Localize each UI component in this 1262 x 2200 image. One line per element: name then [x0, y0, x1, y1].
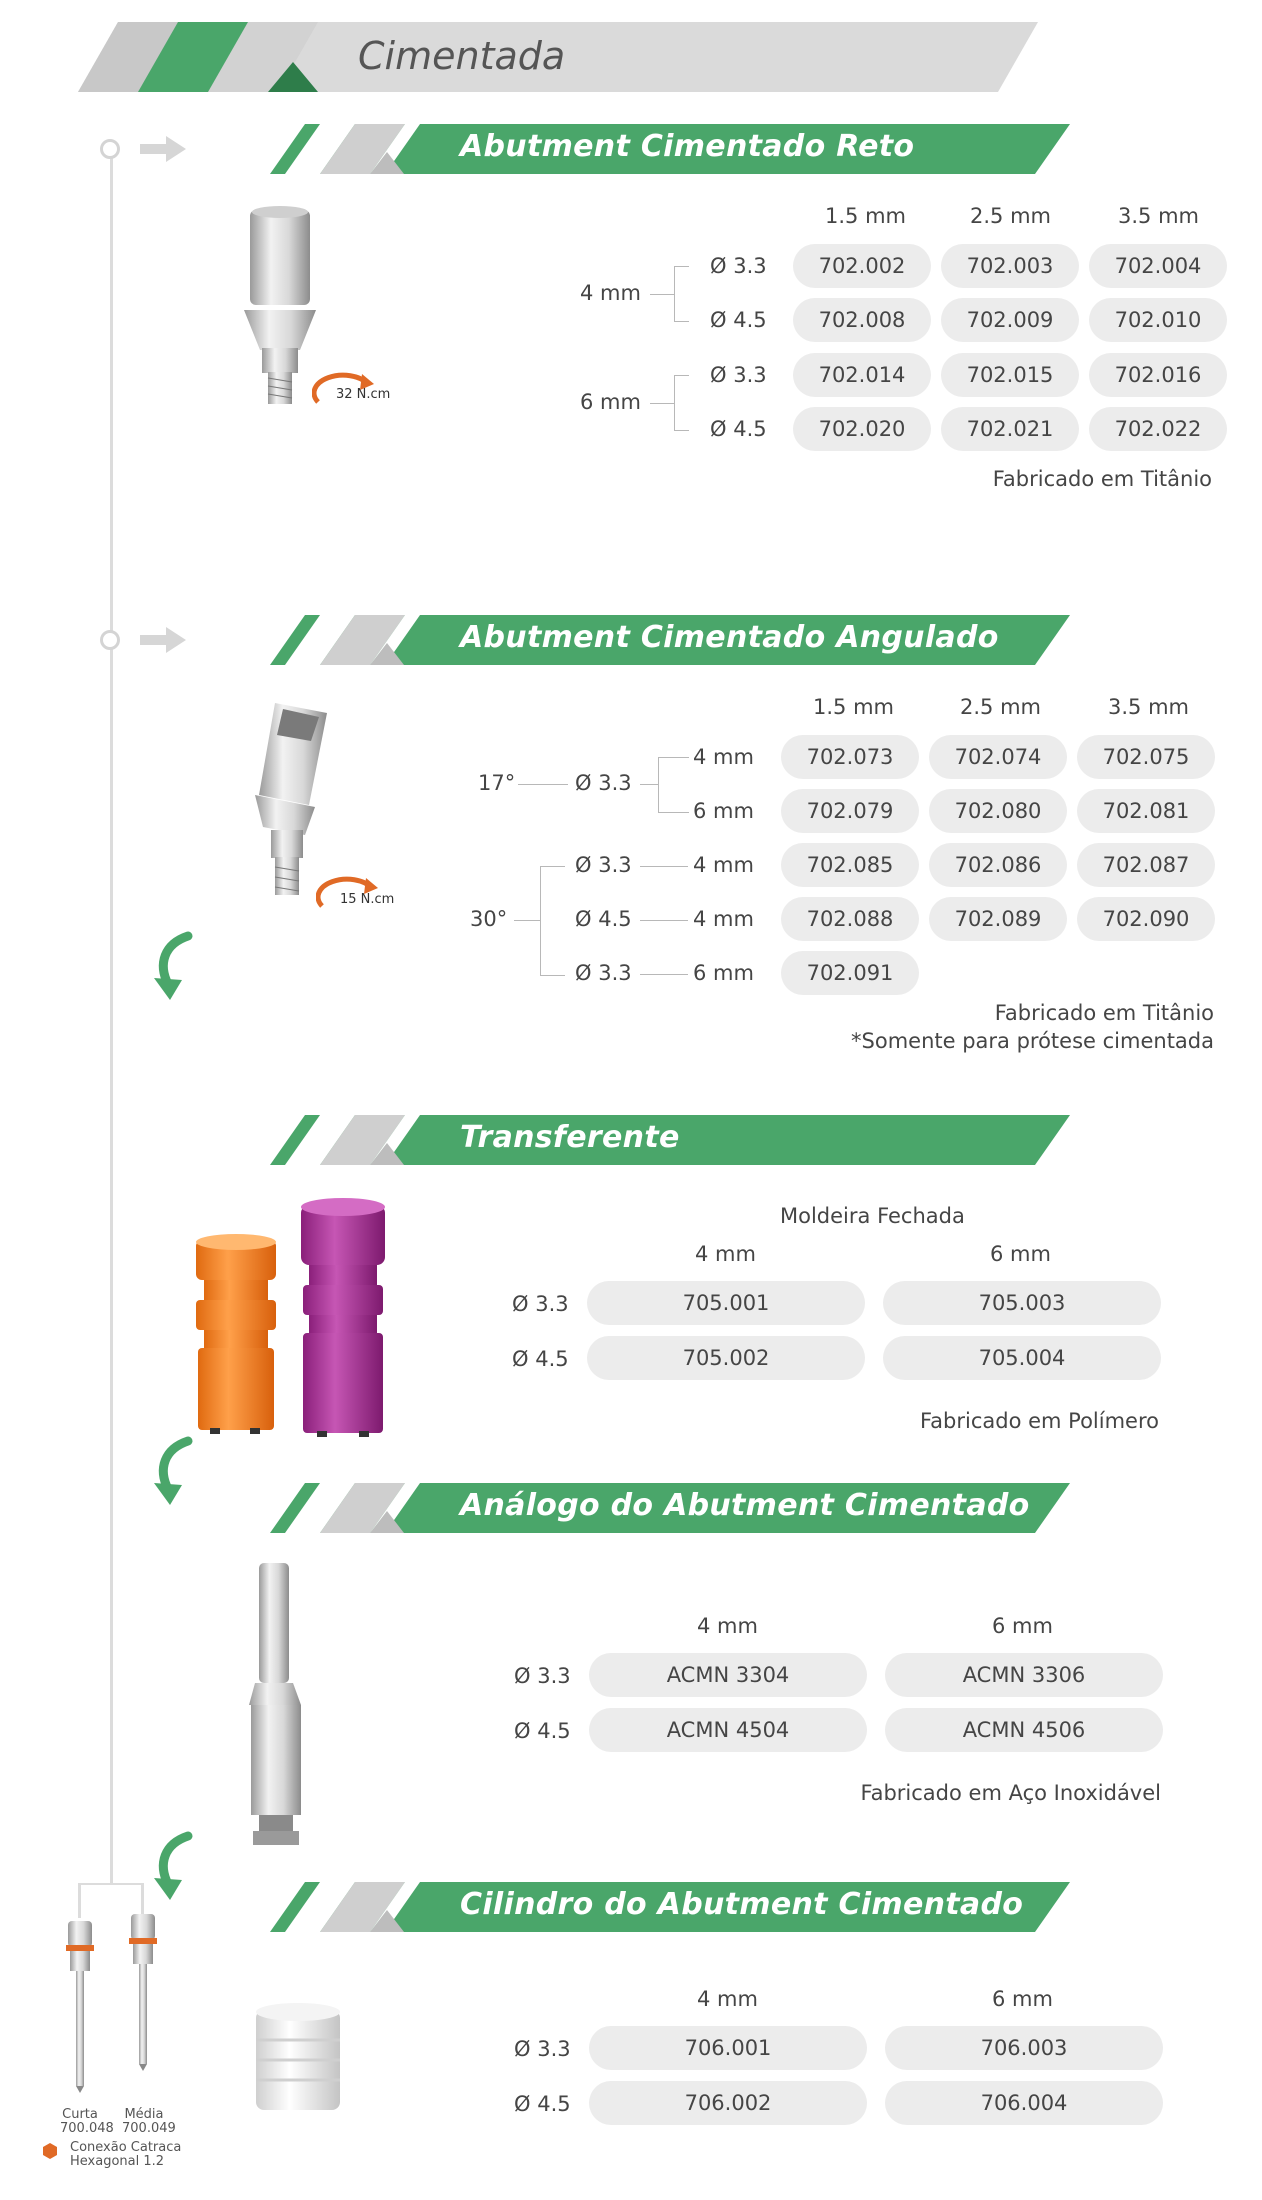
hexagon-icon	[42, 2142, 58, 2160]
torque-label: 15 N.cm	[340, 892, 395, 907]
diameter-label: Ø 4.5	[575, 907, 632, 931]
page-title: Cimentada	[358, 34, 566, 78]
tool-media-label: Média 700.049	[122, 2107, 176, 2136]
analog-image	[245, 1555, 315, 1855]
product-code: 702.014	[793, 353, 931, 397]
product-code: 702.008	[793, 298, 931, 342]
column-header: 2.5 mm	[970, 204, 1051, 228]
material-note: Fabricado em Polímero	[920, 1409, 1159, 1433]
column-header: 4 mm	[697, 1614, 758, 1638]
product-code: 702.075	[1077, 735, 1215, 779]
timeline-branch-left	[78, 1883, 81, 1918]
material-note: Fabricado em Titânio	[992, 467, 1212, 491]
height-label: 4 mm	[693, 907, 754, 931]
column-header: 1.5 mm	[825, 204, 906, 228]
footnote: *Somente para prótese cimentada	[851, 1029, 1214, 1053]
torque-label: 32 N.cm	[336, 387, 391, 402]
column-header: 2.5 mm	[960, 695, 1041, 719]
arrow-right-icon	[140, 625, 186, 655]
product-code: 705.004	[883, 1336, 1161, 1380]
column-header: 4 mm	[697, 1987, 758, 2011]
connection-label: Conexão Catraca Hexagonal 1.2	[70, 2140, 182, 2169]
product-code: 702.009	[941, 298, 1079, 342]
product-code: 706.001	[589, 2026, 867, 2070]
product-code: 706.004	[885, 2081, 1163, 2125]
section-title: Abutment Cimentado Reto	[460, 129, 915, 164]
height-label: 6 mm	[693, 961, 754, 985]
diameter-label: Ø 3.3	[512, 1292, 569, 1316]
column-header: 3.5 mm	[1118, 204, 1199, 228]
section-header	[270, 1115, 1070, 1165]
main-header	[78, 22, 1058, 92]
product-code: 702.079	[781, 789, 919, 833]
diameter-label: Ø 3.3	[710, 254, 767, 278]
product-code: ACMN 3304	[589, 1653, 867, 1697]
curved-arrow-icon	[150, 1435, 200, 1507]
diameter-label: Ø 4.5	[710, 417, 767, 441]
product-code: 702.080	[929, 789, 1067, 833]
product-code: 702.089	[929, 897, 1067, 941]
column-header: 3.5 mm	[1108, 695, 1189, 719]
tool-curta-label: Curta 700.048	[60, 2107, 114, 2136]
diameter-label: Ø 4.5	[514, 1719, 571, 1743]
height-label: 4 mm	[693, 745, 754, 769]
curved-arrow-icon	[150, 1830, 200, 1902]
section-header	[270, 124, 1070, 174]
product-code: 702.022	[1089, 407, 1227, 451]
section-title: Cilindro do Abutment Cimentado	[460, 1887, 1024, 1922]
diameter-label: Ø 3.3	[575, 771, 632, 795]
product-code: 702.086	[929, 843, 1067, 887]
column-header: 6 mm	[992, 1614, 1053, 1638]
diameter-label: Ø 3.3	[710, 363, 767, 387]
product-code: 706.002	[589, 2081, 867, 2125]
product-code: 702.090	[1077, 897, 1215, 941]
product-code: 705.001	[587, 1281, 865, 1325]
diameter-label: Ø 3.3	[575, 853, 632, 877]
product-code: 702.073	[781, 735, 919, 779]
product-code: 702.088	[781, 897, 919, 941]
height-label: 4 mm	[693, 853, 754, 877]
product-code: 702.091	[781, 951, 919, 995]
column-header: 6 mm	[990, 1242, 1051, 1266]
section-title: Transferente	[460, 1120, 680, 1155]
diameter-label: Ø 3.3	[514, 1664, 571, 1688]
product-code: 702.015	[941, 353, 1079, 397]
diameter-label: Ø 4.5	[512, 1347, 569, 1371]
section-header	[270, 1882, 1070, 1932]
group-header: Moldeira Fechada	[780, 1204, 965, 1228]
column-header: 4 mm	[695, 1242, 756, 1266]
product-code: 705.003	[883, 1281, 1161, 1325]
cylinder-image	[250, 2000, 346, 2120]
timeline-node	[100, 630, 120, 650]
material-note: Fabricado em Aço Inoxidável	[860, 1781, 1161, 1805]
height-label: 6 mm	[693, 799, 754, 823]
diameter-label: Ø 3.3	[575, 961, 632, 985]
timeline-branch	[78, 1883, 144, 1885]
screwdriver-medium-image	[125, 1908, 161, 2073]
angle-label: 30°	[470, 907, 508, 931]
diameter-label: Ø 4.5	[514, 2092, 571, 2116]
transfer-purple-image	[295, 1195, 395, 1445]
angle-label: 17°	[478, 771, 516, 795]
section-header	[270, 615, 1070, 665]
product-code: 702.085	[781, 843, 919, 887]
column-header: 1.5 mm	[813, 695, 894, 719]
product-code: 702.081	[1077, 789, 1215, 833]
arrow-right-icon	[140, 134, 186, 164]
diameter-label: Ø 3.3	[514, 2037, 571, 2061]
timeline-line	[110, 150, 113, 1885]
screwdriver-short-image	[62, 1915, 98, 2095]
product-code: 702.003	[941, 244, 1079, 288]
product-code: 706.003	[885, 2026, 1163, 2070]
diameter-label: Ø 4.5	[710, 308, 767, 332]
group-label: 4 mm	[580, 281, 641, 305]
column-header: 6 mm	[992, 1987, 1053, 2011]
product-code: 705.002	[587, 1336, 865, 1380]
section-header	[270, 1483, 1070, 1533]
product-code: 702.020	[793, 407, 931, 451]
curved-arrow-icon	[150, 930, 200, 1002]
transfer-orange-image	[190, 1230, 290, 1440]
product-code: ACMN 3306	[885, 1653, 1163, 1697]
product-code: 702.087	[1077, 843, 1215, 887]
section-title: Análogo do Abutment Cimentado	[460, 1488, 1030, 1523]
material-note: Fabricado em Titânio	[994, 1001, 1214, 1025]
product-code: 702.004	[1089, 244, 1227, 288]
group-label: 6 mm	[580, 390, 641, 414]
product-code: ACMN 4504	[589, 1708, 867, 1752]
product-code: 702.074	[929, 735, 1067, 779]
product-code: ACMN 4506	[885, 1708, 1163, 1752]
section-title: Abutment Cimentado Angulado	[460, 620, 999, 655]
product-code: 702.002	[793, 244, 931, 288]
timeline-node	[100, 139, 120, 159]
product-code: 702.010	[1089, 298, 1227, 342]
product-code: 702.021	[941, 407, 1079, 451]
product-code: 702.016	[1089, 353, 1227, 397]
